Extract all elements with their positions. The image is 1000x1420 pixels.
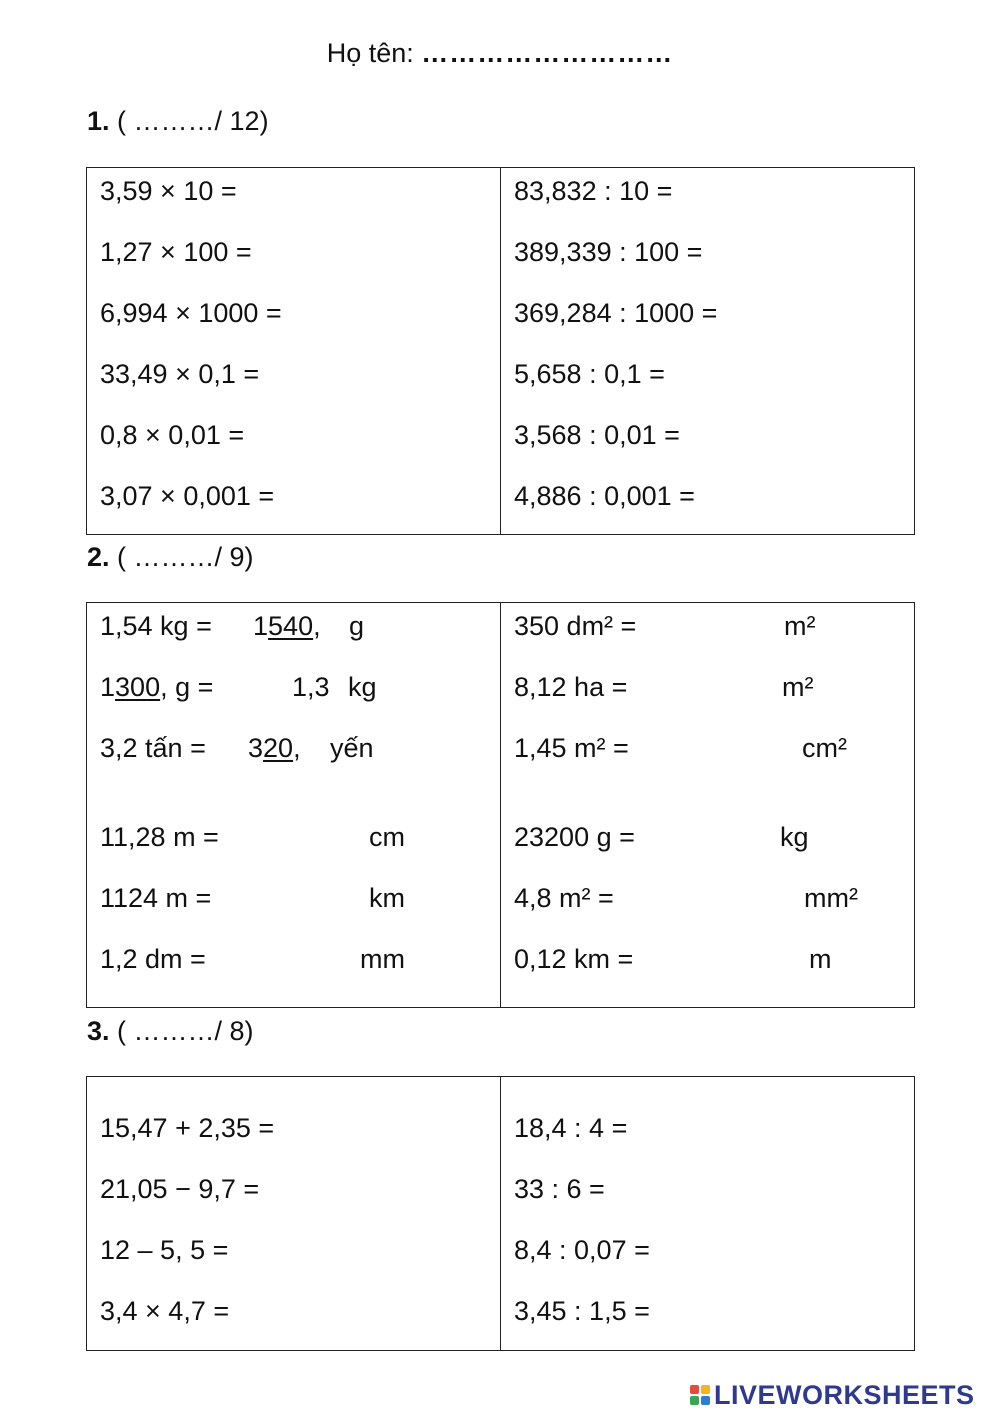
conversion-question: 11,28 m = (100, 822, 219, 852)
exercise-item: 33 : 6 = (514, 1174, 605, 1204)
exercise-item: 21,05 − 9,7 = (100, 1174, 260, 1204)
conversion-question: 4,8 m² = (514, 883, 614, 913)
column-divider (500, 1077, 501, 1350)
conversion-question: 1,2 dm = (100, 944, 206, 974)
exercise-item: 5,658 : 0,1 = (514, 359, 665, 389)
conversion-unit: g (349, 611, 365, 641)
exercise-item: 369,284 : 1000 = (514, 298, 718, 328)
section-1-table (86, 167, 915, 535)
conversion-unit: yến (330, 733, 374, 763)
section-3-score: ( ………/ 8) (117, 1016, 254, 1046)
logo-square (701, 1385, 710, 1394)
exercise-item: 12 – 5, 5 = (100, 1235, 229, 1265)
exercise-item: 4,886 : 0,001 = (514, 481, 695, 511)
conversion-unit: km (369, 883, 405, 913)
conversion-unit: cm (369, 822, 405, 852)
section-3-table (86, 1076, 915, 1351)
section-2-number: 2. (87, 542, 110, 572)
logo-mark-icon (690, 1385, 710, 1405)
conversion-unit: m (809, 944, 832, 974)
column-divider (500, 603, 501, 1007)
section-2-table (86, 602, 915, 1008)
conversion-question: 23200 g = (514, 822, 635, 852)
section-2-title (87, 542, 254, 573)
section-3-number: 3. (87, 1016, 110, 1046)
exercise-item: 33,49 × 0,1 = (100, 359, 260, 389)
logo-square (690, 1396, 699, 1405)
section-1-title (87, 106, 269, 137)
exercise-item: 3,59 × 10 = (100, 176, 237, 206)
exercise-item: 3,568 : 0,01 = (514, 420, 680, 450)
conversion-question: 1,45 m² = (514, 733, 629, 763)
conversion-question: 1124 m = (100, 883, 212, 913)
exercise-item: 3,07 × 0,001 = (100, 481, 275, 511)
conversion-unit: mm (360, 944, 405, 974)
section-2-score: ( ………/ 9) (117, 542, 254, 572)
section-1-score: ( ………/ 12) (117, 106, 269, 136)
conversion-answer: 1,3 (292, 672, 330, 702)
exercise-item: 8,4 : 0,07 = (514, 1235, 650, 1265)
name-label: Họ tên: (326, 38, 414, 68)
conversion-question: 1300, g = (100, 672, 214, 702)
conversion-unit: kg (780, 822, 809, 852)
logo-square (690, 1385, 699, 1394)
section-1-number: 1. (87, 106, 110, 136)
conversion-unit: m² (784, 611, 816, 641)
student-name-line (0, 38, 1000, 69)
conversion-question: 3,2 tấn = (100, 733, 206, 763)
conversion-unit: cm² (802, 733, 847, 763)
logo-text: LIVEWORKSHEETS (714, 1379, 975, 1410)
conversion-question: 8,12 ha = (514, 672, 628, 702)
section-3-title (87, 1016, 254, 1047)
exercise-item: 1,27 × 100 = (100, 237, 252, 267)
exercise-item: 3,45 : 1,5 = (514, 1296, 650, 1326)
name-blank[interactable]: ……………………… (421, 38, 674, 68)
exercise-item: 18,4 : 4 = (514, 1113, 628, 1143)
exercise-item: 0,8 × 0,01 = (100, 420, 245, 450)
exercise-item: 6,994 × 1000 = (100, 298, 282, 328)
conversion-unit: kg (348, 672, 377, 702)
exercise-item: 389,339 : 100 = (514, 237, 703, 267)
conversion-question: 0,12 km = (514, 944, 634, 974)
logo-square (701, 1396, 710, 1405)
conversion-unit: mm² (804, 883, 858, 913)
conversion-question: 350 dm² = (514, 611, 637, 641)
conversion-question: 1,54 kg = (100, 611, 212, 641)
exercise-item: 15,47 + 2,35 = (100, 1113, 275, 1143)
exercise-item: 83,832 : 10 = (514, 176, 673, 206)
conversion-answer: 320, (248, 733, 301, 763)
column-divider (500, 168, 501, 534)
conversion-unit: m² (782, 672, 814, 702)
conversion-answer: 1540, (253, 611, 321, 641)
exercise-item: 3,4 × 4,7 = (100, 1296, 230, 1326)
liveworksheets-logo (690, 1378, 975, 1412)
